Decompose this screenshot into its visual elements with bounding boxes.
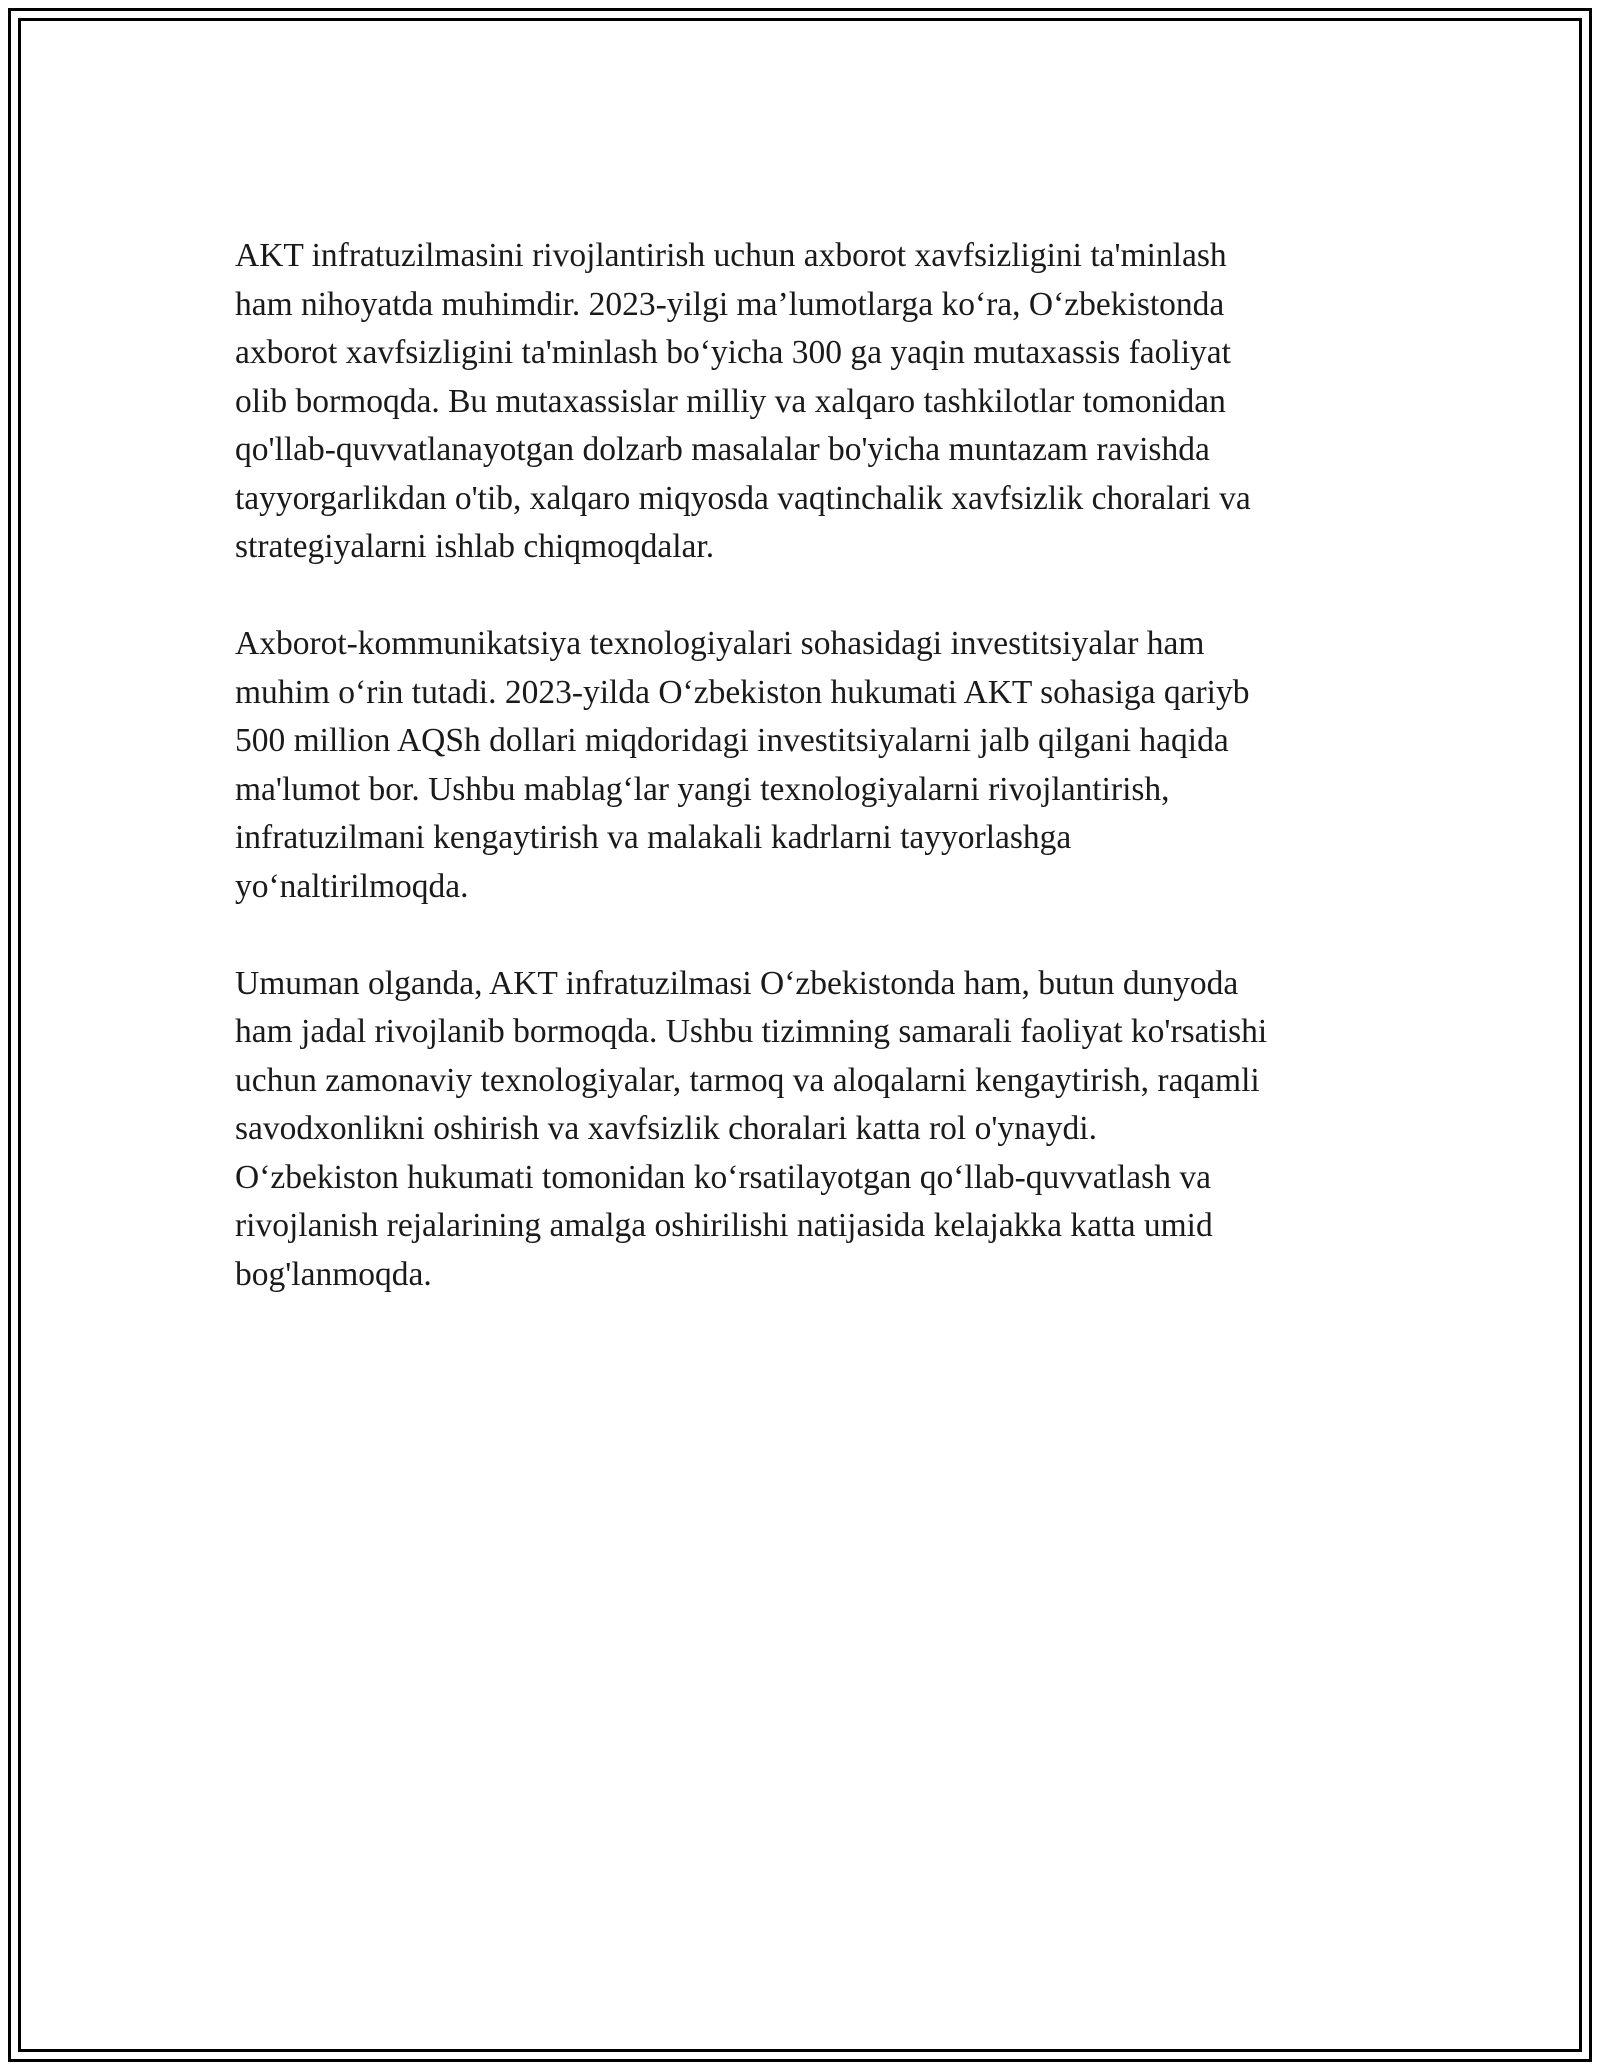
paragraph-information-security: AKT infratuzilmasini rivojlantirish uchun axborot xavfsizligini ta'minlash ham nihoyatda muhimdir. 2023-yilgi ma’lumotlarga ko‘ra, O‘zbekistonda axborot xavfsizligini ta'minlash bo‘yicha 300 ga yaqin mutaxassis faoliyat olib bormoqda. Bu mutaxassislar milliy va xalqaro tashkilotlar tomonidan qo'llab-quvvatlanayotgan dolzarb masalalar bo'yicha muntazam ravishda tayyorgarlikdan o'tib, xalqaro miqyosda vaqtinchalik xavfsizlik choralari va strategiyalarni ishlab chiqmoqdalar. bbox=[235, 237, 1251, 565]
document-body bbox=[235, 232, 1375, 1348]
paragraph-conclusion: Umuman olganda, AKT infratuzilmasi O‘zbekistonda ham, butun dunyoda ham jadal rivojlanib bormoqda. Ushbu tizimning samarali faoliyat ko'rsatishi uchun zamonaviy texnologiyalar, tarmoq va aloqalarni kengaytirish, raqamli savodxonlikni oshirish va xavfsizlik choralari katta rol o'ynaydi. O‘zbekiston hukumati tomonidan ko‘rsatilayotgan qo‘llab-quvvatlash va rivojlanish rejalarining amalga oshirilishi natijasida kelajakka katta umid bog'lanmoqda. bbox=[235, 964, 1268, 1293]
paragraph-ict-investments: Axborot-kommunikatsiya texnologiyalari sohasidagi investitsiyalar ham muhim o‘rin tutadi. 2023-yilda O‘zbekiston hukumati AKT sohasiga qariyb 500 million AQSh dollari miqdoridagi investitsiyalarni jalb qilgani haqida ma'lumot bor. Ushbu mablag‘lar yangi texnologiyalarni rivojlantirish, infratuzilmani kengaytirish va malakali kadrlarni tayyorlashga yo‘naltirilmoqda. bbox=[235, 625, 1250, 905]
